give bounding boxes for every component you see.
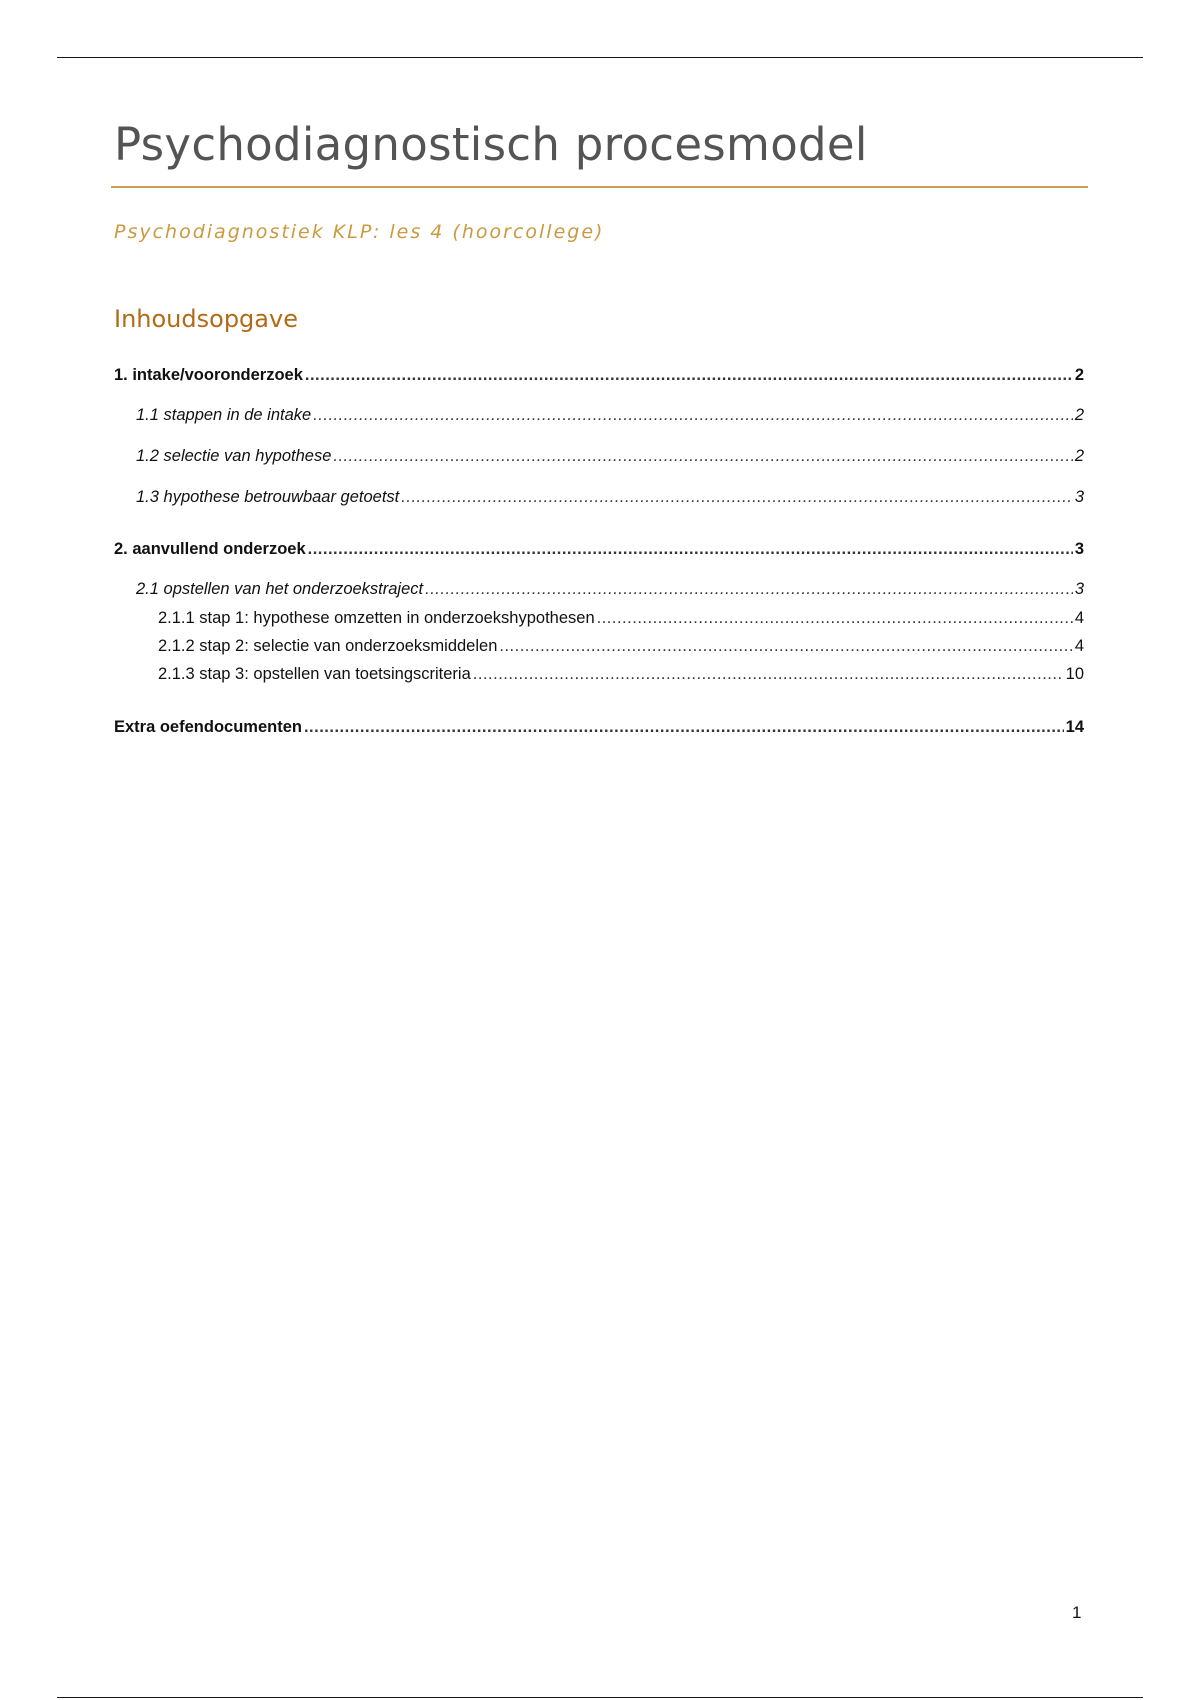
toc-entry-page: 2 xyxy=(1074,406,1084,424)
toc-entry-hypothese-getoetst[interactable] xyxy=(114,488,1084,507)
toc-entry-label: 1.3 hypothese betrouwbaar getoetst xyxy=(136,488,400,506)
toc-entry-label: 2. aanvullend onderzoek xyxy=(114,540,306,558)
toc-entry-stap-2[interactable] xyxy=(114,637,1084,656)
toc-entry-label: 2.1 opstellen van het onderzoekstraject xyxy=(136,580,424,598)
toc-entry-page: 4 xyxy=(1074,609,1084,627)
toc-entry-label: 2.1.1 stap 1: hypothese omzetten in onderzoekshypothesen xyxy=(158,609,595,627)
toc-dot-leader xyxy=(473,665,1064,684)
toc-entry-page: 4 xyxy=(1074,637,1084,655)
toc-dot-leader xyxy=(425,580,1073,599)
toc-entry-intake-vooronderzoek[interactable] xyxy=(114,366,1084,385)
toc-dot-leader xyxy=(305,366,1073,385)
toc-entry-stappen-intake[interactable] xyxy=(114,406,1084,425)
title-underline xyxy=(111,186,1088,188)
page-top-rule xyxy=(57,57,1143,58)
toc-dot-leader xyxy=(499,637,1072,656)
toc-entry-stap-1[interactable] xyxy=(114,609,1084,628)
toc-entry-label: 2.1.3 stap 3: opstellen van toetsingscriteria xyxy=(158,665,471,683)
toc-entry-page: 10 xyxy=(1065,665,1084,683)
document-subtitle: Psychodiagnostiek KLP: les 4 (hoorcollege) xyxy=(114,221,605,243)
page-bottom-rule xyxy=(57,1697,1143,1698)
toc-entry-page: 3 xyxy=(1074,540,1084,558)
toc-dot-leader xyxy=(597,609,1073,628)
toc-entry-page: 2 xyxy=(1074,447,1084,465)
toc-entry-page: 3 xyxy=(1074,488,1084,506)
toc-heading: Inhoudsopgave xyxy=(114,305,298,333)
toc-entry-label: Extra oefendocumenten xyxy=(114,718,302,736)
toc-entry-page: 3 xyxy=(1074,580,1084,598)
toc-entry-aanvullend-onderzoek[interactable] xyxy=(114,540,1084,559)
toc-dot-leader xyxy=(304,718,1064,737)
toc-entry-label: 1.2 selectie van hypothese xyxy=(136,447,332,465)
toc-entry-stap-3[interactable] xyxy=(114,665,1084,684)
toc-dot-leader xyxy=(313,406,1073,425)
toc-entry-label: 2.1.2 stap 2: selectie van onderzoeksmiddelen xyxy=(158,637,498,655)
toc-dot-leader xyxy=(333,447,1072,466)
toc-entry-extra-oefendocumenten[interactable] xyxy=(114,718,1084,737)
toc-entry-page: 14 xyxy=(1065,718,1084,736)
toc-entry-label: 1. intake/vooronderzoek xyxy=(114,366,303,384)
toc-dot-leader xyxy=(401,488,1073,507)
toc-entry-page: 2 xyxy=(1074,366,1084,384)
toc-entry-onderzoekstraject[interactable] xyxy=(114,580,1084,599)
document-title: Psychodiagnostisch procesmodel xyxy=(114,118,868,171)
toc-entry-selectie-hypothese[interactable] xyxy=(114,447,1084,466)
toc-entry-label: 1.1 stappen in de intake xyxy=(136,406,312,424)
page-number: 1 xyxy=(1072,1603,1082,1622)
toc-dot-leader xyxy=(308,540,1073,559)
